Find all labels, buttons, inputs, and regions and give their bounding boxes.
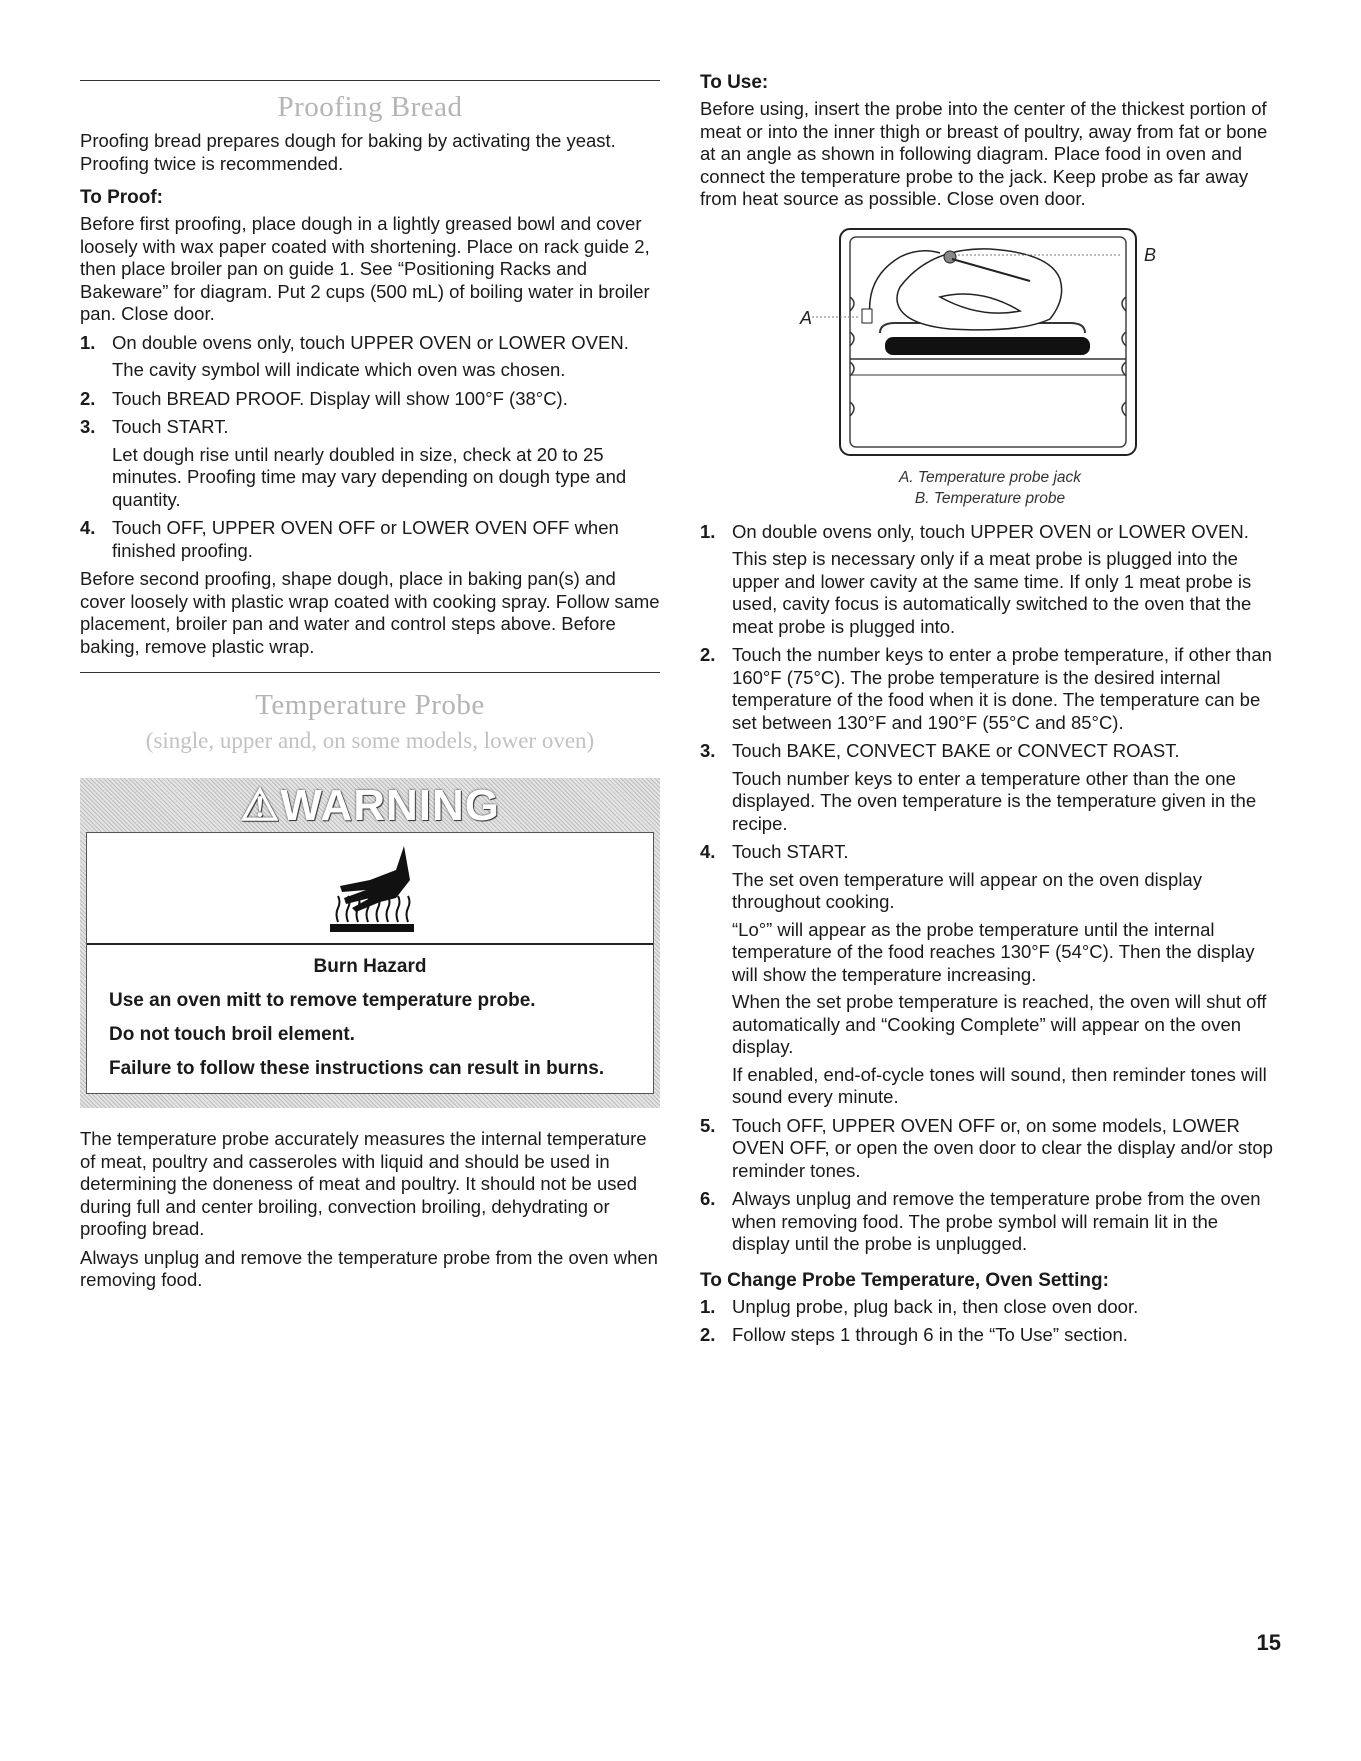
step-number: 1.	[700, 1295, 716, 1317]
step-text: Always unplug and remove the temperature probe from the oven when removing food. The probe symbol will remain lit in the display until the probe is unplugged.	[732, 1188, 1261, 1254]
step-note: “Lo°” will appear as the probe temperature until the internal temperature of the food reaches 130°F (54°C). Then the display will show the temperature increasing.	[732, 918, 1255, 985]
page-number: 15	[1256, 1630, 1281, 1655]
step-text: Touch OFF, UPPER OVEN OFF or, on some models, LOWER OVEN OFF, or open the oven door to clear the display and/or stop reminder tones.	[732, 1114, 1273, 1181]
to-use-step	[700, 644, 1280, 734]
step-note: When the set probe temperature is reached, the oven will shut off automatically and “Cooking Complete” will appear on the oven display.	[732, 991, 1267, 1057]
change-steps	[700, 1296, 1280, 1347]
warning-line-3: Failure to follow these instructions can result in burns.	[109, 1058, 605, 1079]
section-divider	[80, 672, 660, 673]
proofing-step	[80, 517, 660, 562]
step-text: Touch BAKE, CONVECT BAKE or CONVECT ROAST.	[732, 740, 1180, 761]
step-note: The cavity symbol will indicate which oven was chosen.	[112, 359, 566, 380]
burn-hazard-label: Burn Hazard	[313, 956, 427, 977]
figure-caption	[700, 467, 1280, 509]
caption-b: B. Temperature probe	[914, 489, 1066, 507]
warning-body	[86, 832, 654, 1094]
step-text: Touch the number keys to enter a probe temperature, if other than 160°F (75°C). The probe temperature is the desired internal temperature of the food when it is done. The temperature can be set between 130°F and 190°F (55°C and 85°C).	[732, 644, 1272, 733]
to-proof-heading: To Proof:	[80, 187, 164, 208]
step-number: 3.	[80, 416, 96, 437]
left-column	[80, 80, 660, 1298]
step-note: This step is necessary only if a meat probe is plugged into the upper and lower cavity at the same time. If only 1 meat probe is used, cavity focus is automatically switched to the oven that the meat probe is plugged into.	[732, 548, 1252, 637]
to-use-intro: Before using, insert the probe into the center of the thickest portion of meat or into the inner thigh or breast of poultry, away from fat or bone at an angle as shown in following diagram. Place food in oven and connect the temperature probe to the jack. Keep probe as far away from heat source as possible. Close oven door.	[700, 98, 1268, 209]
change-step	[700, 1296, 1280, 1319]
proofing-step	[80, 388, 660, 411]
step-number: 6.	[700, 1188, 716, 1209]
step-text: Touch START.	[112, 416, 229, 437]
step-text: Follow steps 1 through 6 in the “To Use” section.	[732, 1324, 1128, 1345]
step-text: On double ovens only, touch UPPER OVEN or LOWER OVEN.	[732, 520, 1249, 542]
step-text: Unplug probe, plug back in, then close oven door.	[732, 1295, 1139, 1317]
to-use-step	[700, 841, 1280, 1109]
step-note: Let dough rise until nearly doubled in size, check at 20 to 25 minutes. Proofing time may vary depending on dough type and quantity.	[112, 443, 627, 510]
burn-hazard-icon	[87, 833, 653, 945]
label-a: A	[800, 307, 813, 328]
temperature-probe-title: Temperature Probe	[255, 689, 485, 721]
step-note: The set oven temperature will appear on the oven display throughout cooking.	[732, 868, 1202, 912]
warning-label: ⚠WARNING	[239, 780, 501, 830]
step-number: 2.	[80, 387, 96, 409]
step-note: If enabled, end-of-cycle tones will sound, then reminder tones will sound every minute.	[732, 1063, 1267, 1107]
step-number: 1.	[80, 331, 96, 353]
step-number: 3.	[700, 740, 716, 761]
to-use-steps	[700, 521, 1280, 1256]
step-note: Touch number keys to enter a temperature other than the one displayed. The oven temperature is the temperature given in the recipe.	[732, 767, 1257, 834]
step-text: Touch BREAD PROOF. Display will show 100°F (38°C).	[112, 387, 568, 409]
step-text: On double ovens only, touch UPPER OVEN or LOWER OVEN.	[112, 331, 629, 353]
step-number: 4.	[80, 517, 96, 538]
to-use-heading: To Use:	[700, 72, 769, 93]
step-text: Touch START.	[732, 841, 849, 862]
temperature-probe-subtitle: (single, upper and, on some models, lower oven)	[145, 728, 595, 753]
change-step	[700, 1324, 1280, 1347]
step-text: Touch OFF, UPPER OVEN OFF or LOWER OVEN OFF when finished proofing.	[112, 517, 619, 561]
warning-line-2: Do not touch broil element.	[109, 1024, 355, 1045]
proofing-intro: Proofing bread prepares dough for baking by activating the yeast. Proofing twice is recommended.	[80, 130, 616, 174]
proofing-bread-title: Proofing Bread	[277, 91, 463, 123]
to-use-step	[700, 521, 1280, 639]
warning-header	[80, 778, 660, 832]
to-use-step	[700, 1115, 1280, 1183]
probe-unplug-note: Always unplug and remove the temperature probe from the oven when removing food.	[80, 1246, 658, 1290]
step-number: 5.	[700, 1114, 716, 1136]
right-column	[700, 72, 1280, 1353]
section-divider	[80, 80, 660, 81]
oven-probe-illustration	[700, 217, 1280, 467]
warning-line-1: Use an oven mitt to remove temperature probe.	[109, 990, 536, 1011]
to-proof-intro: Before first proofing, place dough in a lightly greased bowl and cover loosely with wax paper coated with shortening. Place on rack guide 2, then place broiler pan on guide 1. See “Positioning Racks and Bakeware” for diagram. Put 2 cups (500 mL) of boiling water in broiler pan. Close door.	[80, 213, 650, 324]
probe-description: The temperature probe accurately measures the internal temperature of meat, poultry and casseroles with liquid and should be used in determining the doneness of meat and poultry. It should not be used during full and center broiling, convection broiling, dehydrating or proofing bread.	[80, 1128, 647, 1239]
proofing-steps	[80, 332, 660, 563]
probe-diagram	[700, 217, 1280, 467]
to-use-step	[700, 1188, 1280, 1256]
step-number: 1.	[700, 520, 716, 542]
warning-box	[80, 778, 660, 1108]
step-number: 2.	[700, 1324, 716, 1345]
step-number: 4.	[700, 841, 716, 862]
label-b: B	[1144, 244, 1157, 265]
second-proofing-text: Before second proofing, shape dough, place in baking pan(s) and cover loosely with plastic wrap coated with cooking spray. Follow same placement, broiler pan and water and control steps above. Before baking, remove plastic wrap.	[80, 568, 660, 657]
to-use-step	[700, 740, 1280, 835]
change-probe-heading: To Change Probe Temperature, Oven Setting:	[700, 1269, 1109, 1291]
proofing-step	[80, 416, 660, 511]
caption-a: A. Temperature probe jack	[898, 468, 1082, 486]
proofing-step	[80, 332, 660, 382]
step-number: 2.	[700, 644, 716, 665]
